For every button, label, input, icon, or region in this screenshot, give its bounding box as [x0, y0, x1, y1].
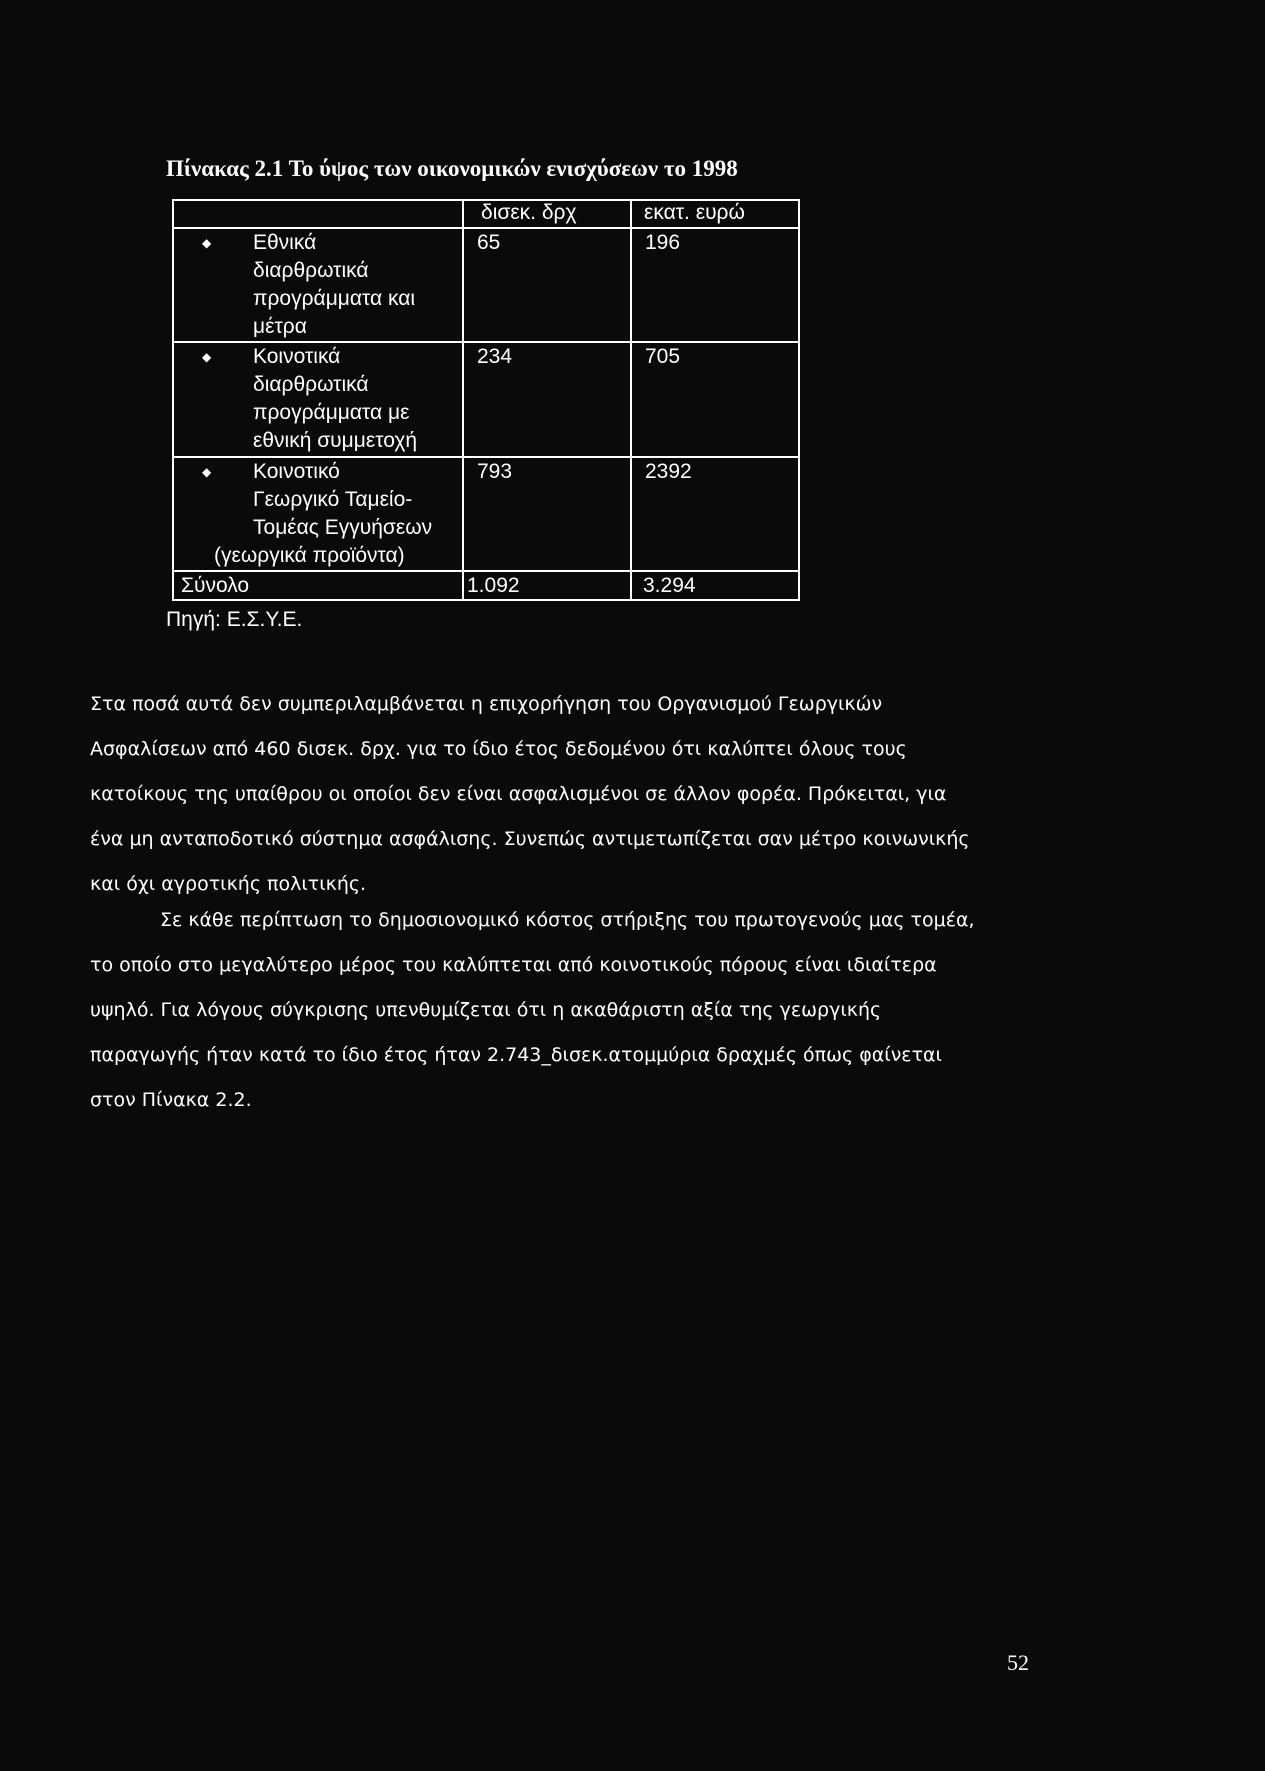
paragraph-line: Σε κάθε περίπτωση το δημοσιονομικό κόστος στήριξης του πρωτογενούς μας τομέα,: [160, 909, 975, 931]
paragraph-line: Στα ποσά αυτά δεν συμπεριλαμβάνεται η επιχορήγηση του Οργανισμού Γεωργικών: [90, 693, 883, 715]
paragraph-line: ένα μη ανταποδοτικό σύστημα ασφάλισης. Συνεπώς αντιμετωπίζεται σαν μέτρο κοινωνικής: [90, 828, 970, 850]
paragraph-line: Ασφαλίσεων από 460 δισεκ. δρχ. για το ίδιο έτος δεδομένου ότι καλύπτει όλους τους: [90, 738, 907, 760]
row3-label-line1: Κοινοτικό: [253, 460, 340, 483]
row2-col1: 234: [477, 345, 513, 368]
row3-label-line3: Τομέας Εγγυήσεων: [253, 516, 433, 539]
row1-label-line4: μέτρα: [253, 315, 307, 338]
row1-label-line2: διαρθρωτικά: [253, 259, 369, 282]
paragraph-line: κατοίκους της υπαίθρου οι οποίοι δεν είναι ασφαλισμένοι σε άλλον φορέα. Πρόκειται, για: [90, 783, 947, 805]
row2-label-line2: διαρθρωτικά: [253, 373, 369, 396]
paragraph-2: [90, 898, 1041, 1123]
header-col2: εκατ. ευρώ: [644, 201, 745, 224]
total-col2: 3.294: [643, 574, 696, 597]
table-caption: Πίνακας 2.1 Το ύψος των οικονομικών ενισχύσεων το 1998: [166, 156, 738, 181]
row3-label-line2: Γεωργικό Ταμείο-: [253, 488, 413, 511]
total-label: Σύνολο: [181, 574, 250, 597]
paragraph-line: υψηλό. Για λόγους σύγκρισης υπενθυμίζεται ότι η ακαθάριστη αξία της γεωργικής: [90, 999, 882, 1021]
row1-col1: 65: [477, 231, 501, 254]
row1-col2: 196: [645, 231, 681, 254]
table-source: Πηγή: Ε.Σ.Υ.Ε.: [166, 608, 303, 631]
row2-label-line3: προγράμματα με: [253, 401, 410, 424]
bullet-icon: ◆: [202, 350, 212, 364]
paragraph-line: και όχι αγροτικής πολιτικής.: [90, 873, 367, 895]
paragraph-line: παραγωγής ήταν κατά το ίδιο έτος ήταν 2.743_δισεκ.ατομμύρια δραχμές όπως φαίνεται: [90, 1044, 942, 1066]
header-col1: δισεκ. δρχ: [481, 201, 577, 224]
row1-label-line3: προγράμματα και: [253, 287, 416, 310]
paragraph-line: το οποίο στο μεγαλύτερο μέρος του καλύπτεται από κοινοτικούς πόρους είναι ιδιαίτερα: [90, 954, 937, 976]
row2-col2: 705: [645, 345, 681, 368]
total-col1: 1.092: [467, 574, 520, 597]
row1-label-line1: Εθνικά: [253, 231, 317, 254]
row3-col1: 793: [477, 460, 513, 483]
page-number: 52: [1007, 1650, 1029, 1675]
bullet-icon: ◆: [202, 236, 212, 250]
row3-label-line4: (γεωργικά προϊόντα): [214, 544, 405, 567]
bullet-icon: ◆: [202, 465, 212, 479]
row2-label-line1: Κοινοτικά: [253, 345, 341, 368]
row2-label-line4: εθνική συμμετοχή: [253, 429, 418, 452]
row3-col2: 2392: [645, 460, 692, 483]
paragraph-line: στον Πίνακα 2.2.: [90, 1089, 252, 1111]
paragraph-1: [90, 682, 1041, 907]
